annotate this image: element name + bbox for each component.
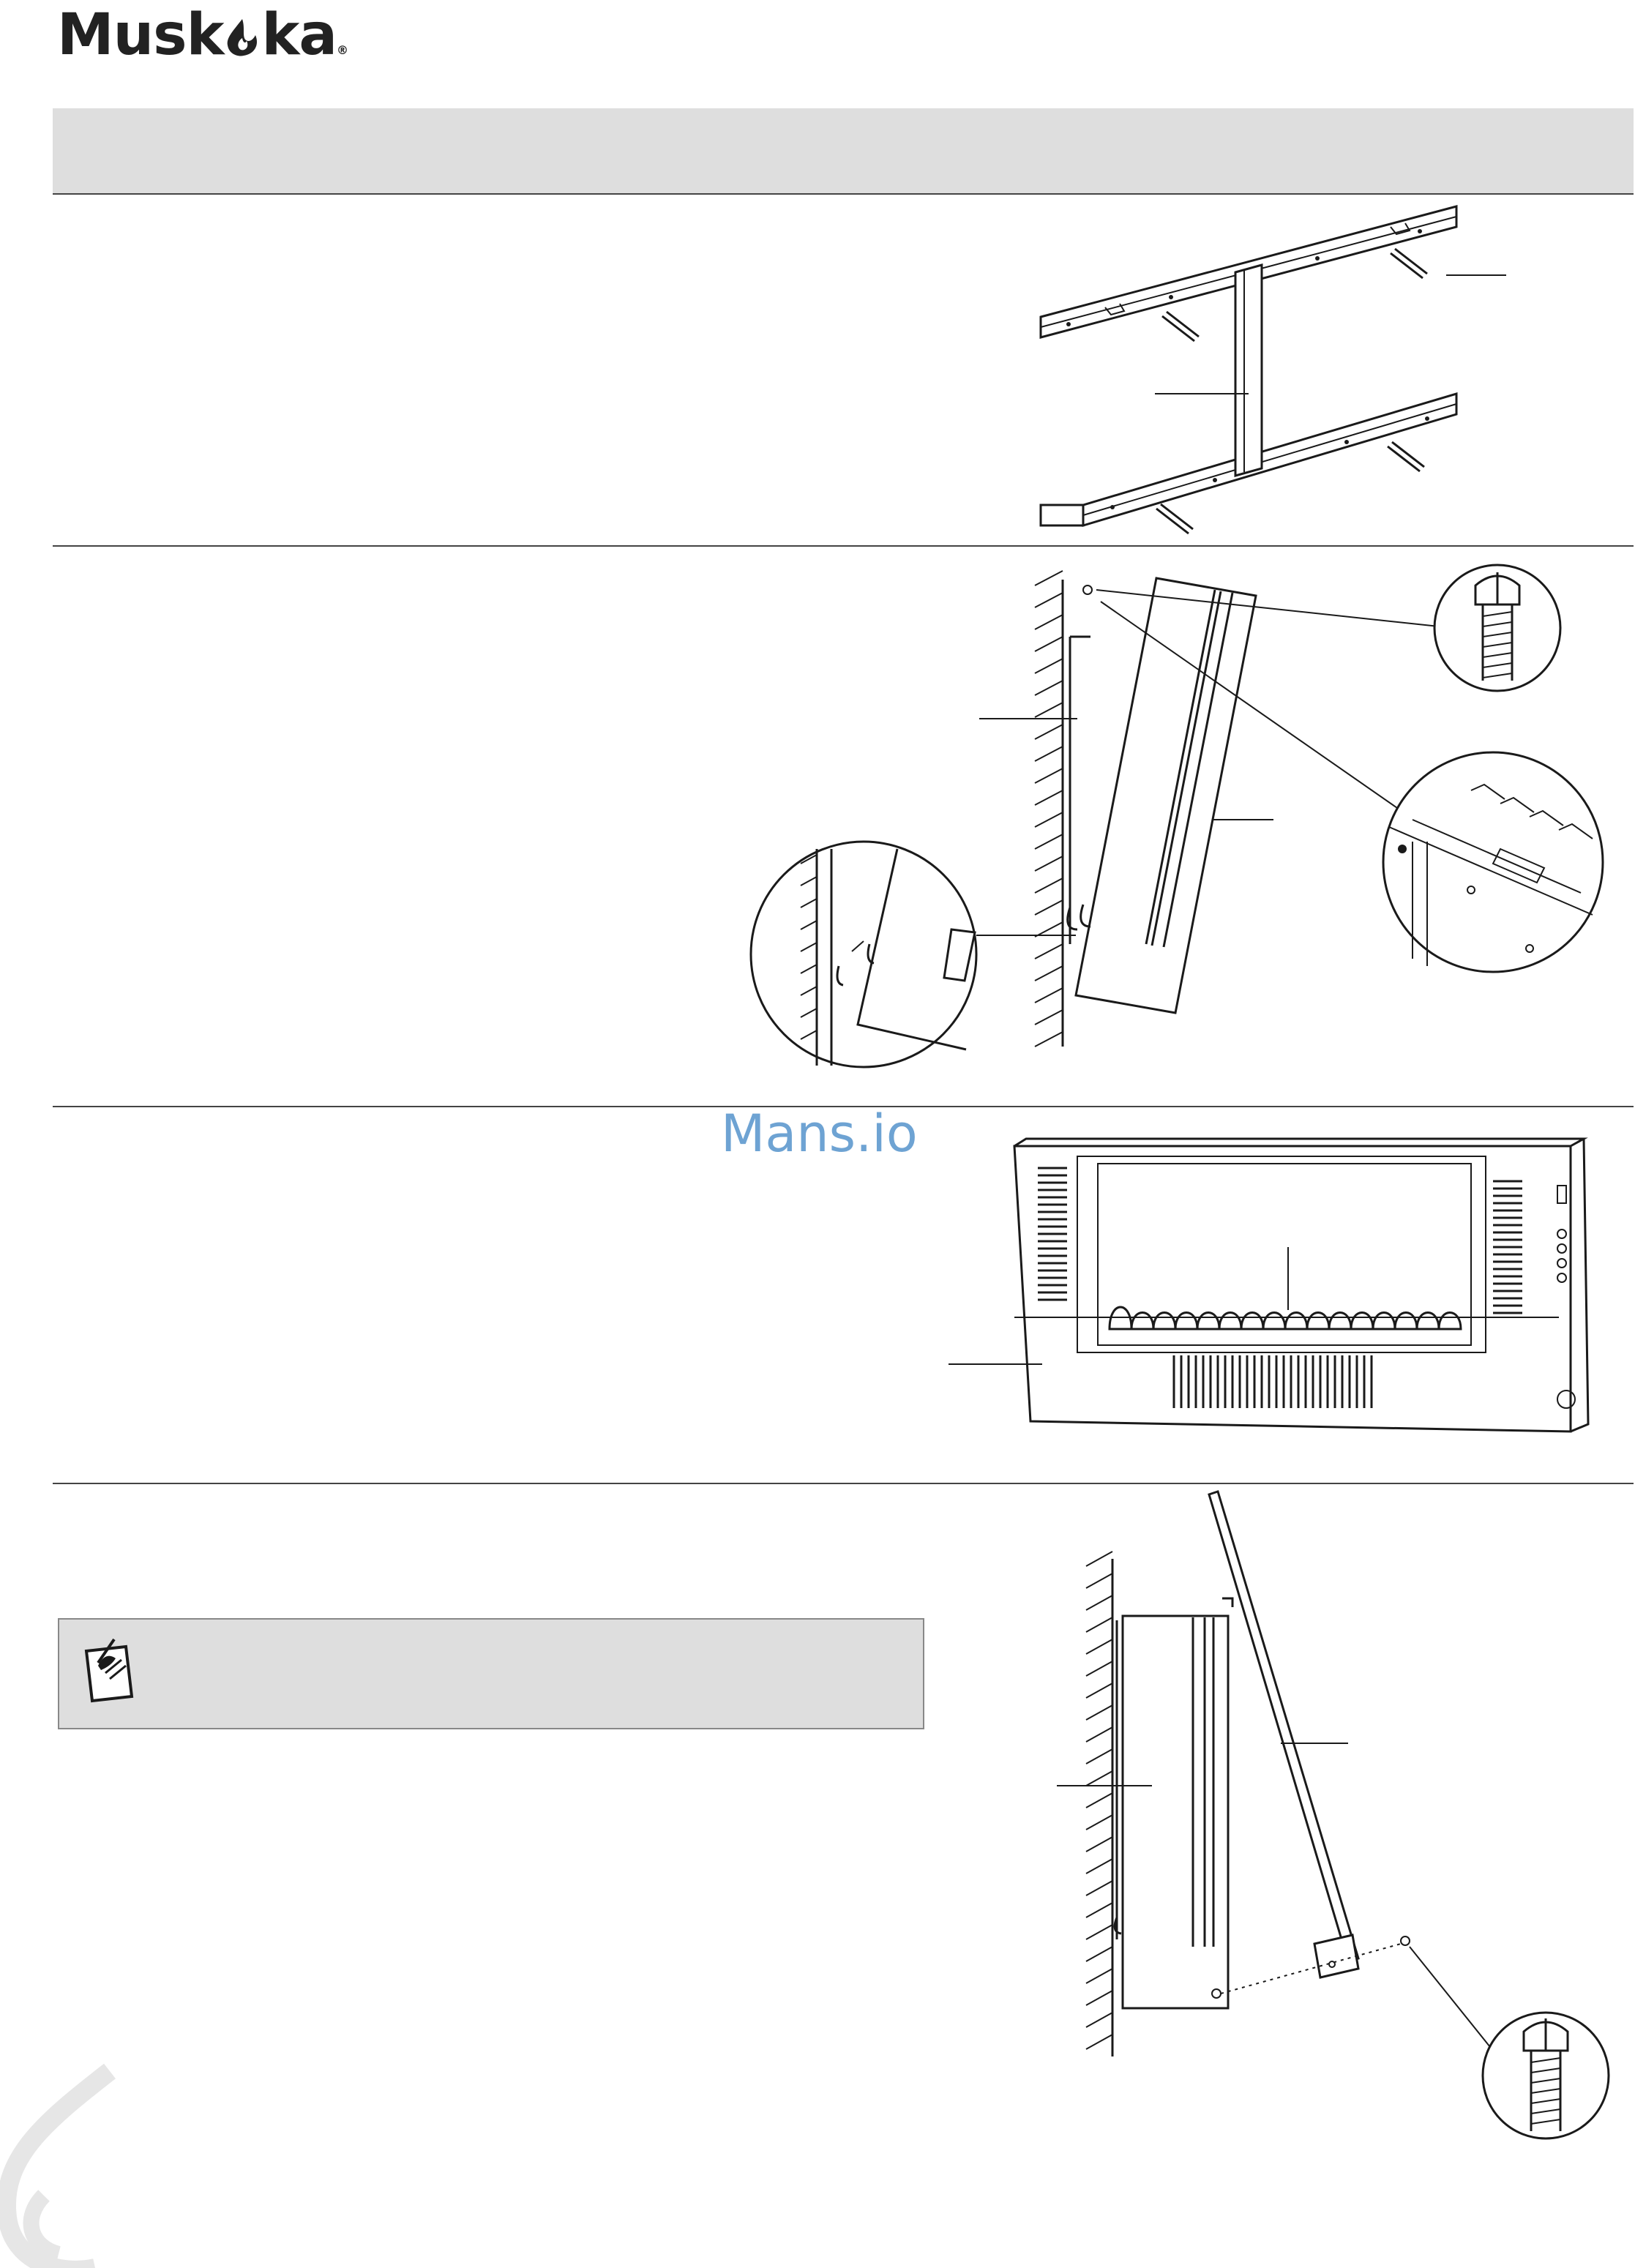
note-box — [58, 1618, 924, 1729]
front-panel-drawing — [1057, 1492, 1609, 2138]
flame-logo-icon — [0, 2064, 154, 2268]
watermark-text: Mans.io — [721, 1104, 918, 1164]
registered-mark: ® — [336, 43, 348, 57]
note-icon — [76, 1633, 142, 1707]
brand-name-tail: ka — [261, 2, 337, 68]
brand-name: Musk — [57, 2, 224, 68]
